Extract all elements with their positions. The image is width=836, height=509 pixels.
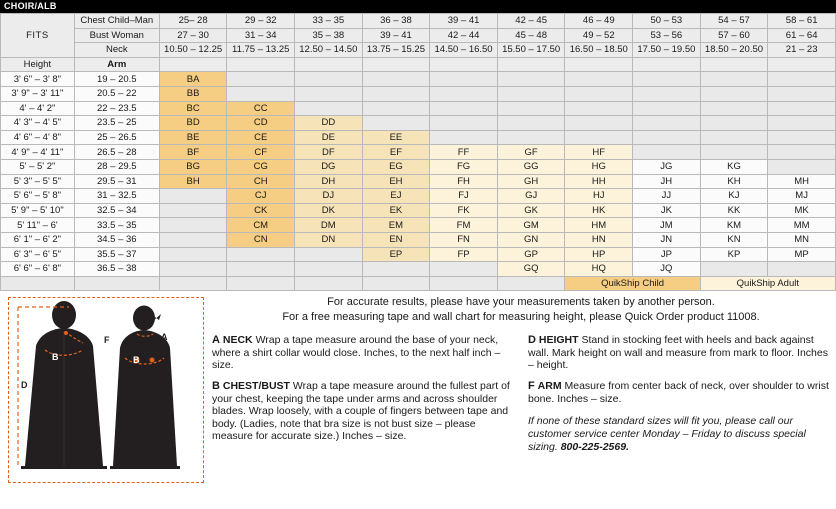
size-row — [1, 116, 836, 131]
size-code[interactable]: CD — [227, 116, 295, 131]
size-code[interactable]: FF — [430, 145, 498, 160]
measure-value: 42 – 45 — [497, 14, 565, 29]
size-code[interactable] — [295, 72, 363, 87]
special-sizing-text: If none of these standard sizes will fit you, please call our customer service center Monday – Friday to discuss special sizing. — [528, 415, 806, 454]
size-code[interactable] — [768, 86, 836, 101]
definition-text: Wrap a tape measure around the base of your neck, where a shirt collar would close. Inches, to the next half inch – size. — [212, 334, 501, 372]
size-code[interactable] — [633, 86, 701, 101]
size-code[interactable]: EF — [362, 145, 430, 160]
size-code[interactable] — [159, 218, 227, 233]
size-row — [1, 262, 836, 277]
size-code[interactable] — [700, 145, 768, 160]
quikship-adult-label: QuikShip Adult — [700, 276, 835, 291]
size-code[interactable]: GH — [497, 174, 565, 189]
size-code[interactable]: GG — [497, 159, 565, 174]
measure-value: 21 – 23 — [768, 43, 836, 58]
measure-value: 53 – 56 — [633, 28, 701, 43]
size-row — [1, 72, 836, 87]
size-code[interactable] — [633, 101, 701, 116]
size-code[interactable] — [565, 72, 633, 87]
size-code[interactable]: FG — [430, 159, 498, 174]
quikship-spacer — [159, 276, 227, 291]
size-code[interactable]: FK — [430, 203, 498, 218]
size-code[interactable]: MM — [768, 218, 836, 233]
definition-text: Measure from center back of neck, over shoulder to wrist bone. Inches – size. — [528, 380, 829, 405]
size-code[interactable]: FH — [430, 174, 498, 189]
intro-line-2: For a free measuring tape and wall chart for measuring height, please Quick Order product 11008. — [282, 311, 760, 324]
size-code[interactable] — [700, 86, 768, 101]
figure-label-f: F — [104, 335, 110, 346]
measure-value: 39 – 41 — [430, 14, 498, 29]
size-code[interactable]: HF — [565, 145, 633, 160]
quikship-row — [1, 276, 836, 291]
size-code[interactable]: EJ — [362, 189, 430, 204]
size-code[interactable]: BB — [159, 86, 227, 101]
height-range: 3' 9" – 3' 11" — [1, 86, 75, 101]
size-table — [0, 13, 836, 291]
size-code[interactable]: MH — [768, 174, 836, 189]
size-code[interactable] — [362, 116, 430, 131]
size-code[interactable]: KG — [700, 159, 768, 174]
height-range: 6' 3" – 6' 5" — [1, 247, 75, 262]
measure-value: 35 – 38 — [295, 28, 363, 43]
size-code[interactable]: JK — [633, 203, 701, 218]
measure-value: 29 – 32 — [227, 14, 295, 29]
header-spacer — [227, 57, 295, 72]
size-row — [1, 159, 836, 174]
size-code[interactable] — [295, 247, 363, 262]
quikship-spacer — [497, 276, 565, 291]
size-code[interactable] — [362, 262, 430, 277]
definition-text: Wrap a tape measure around the fullest part of your chest, keeping the tape under arms and across shoulder blades. Wrap loosely, with a couple of fingers between tape and body. (Ladies, note that bra size is not bust size – please measure for accurate size.) Inches – size. — [212, 380, 510, 443]
quikship-spacer — [1, 276, 75, 291]
size-code[interactable]: FM — [430, 218, 498, 233]
size-code[interactable]: GJ — [497, 189, 565, 204]
figure-label-b-male: B — [52, 352, 59, 363]
height-range: 4' – 4' 2" — [1, 101, 75, 116]
size-code[interactable]: KN — [700, 232, 768, 247]
size-code[interactable]: HG — [565, 159, 633, 174]
figure-diagram — [8, 297, 204, 483]
size-code[interactable]: BF — [159, 145, 227, 160]
size-code[interactable]: BD — [159, 116, 227, 131]
size-code[interactable]: JM — [633, 218, 701, 233]
measure-row-label: Neck — [74, 43, 159, 58]
size-code[interactable] — [768, 159, 836, 174]
size-code[interactable] — [768, 116, 836, 131]
size-code[interactable] — [497, 116, 565, 131]
figure-label-d: D — [21, 380, 28, 391]
size-code[interactable]: HN — [565, 232, 633, 247]
size-code[interactable]: CE — [227, 130, 295, 145]
size-row — [1, 86, 836, 101]
size-code[interactable] — [633, 130, 701, 145]
intro-text — [212, 295, 830, 325]
size-code[interactable] — [295, 86, 363, 101]
size-code[interactable]: BG — [159, 159, 227, 174]
size-code[interactable] — [227, 262, 295, 277]
size-code[interactable]: HM — [565, 218, 633, 233]
height-range: 4' 9" – 4' 11" — [1, 145, 75, 160]
arm-range: 32.5 – 34 — [74, 203, 159, 218]
arm-header: Arm — [74, 57, 159, 72]
size-code[interactable]: CF — [227, 145, 295, 160]
measure-value: 27 – 30 — [159, 28, 227, 43]
size-code[interactable]: JN — [633, 232, 701, 247]
size-code[interactable] — [768, 72, 836, 87]
table-header-row — [1, 57, 836, 72]
measure-value: 12.50 – 14.50 — [295, 43, 363, 58]
size-code[interactable] — [700, 116, 768, 131]
size-code[interactable]: GK — [497, 203, 565, 218]
size-code[interactable]: EM — [362, 218, 430, 233]
size-code[interactable]: DJ — [295, 189, 363, 204]
size-code[interactable] — [227, 86, 295, 101]
arm-range: 22 – 23.5 — [74, 101, 159, 116]
arm-range: 19 – 20.5 — [74, 72, 159, 87]
size-code[interactable]: EP — [362, 247, 430, 262]
arm-range: 28 – 29.5 — [74, 159, 159, 174]
size-row — [1, 130, 836, 145]
arm-range: 29.5 – 31 — [74, 174, 159, 189]
size-code[interactable]: KM — [700, 218, 768, 233]
size-code[interactable]: MN — [768, 232, 836, 247]
size-code[interactable]: JH — [633, 174, 701, 189]
size-code[interactable] — [430, 72, 498, 87]
size-code[interactable] — [430, 101, 498, 116]
measure-row-label: Bust Woman — [74, 28, 159, 43]
definition-term: NECK — [222, 334, 253, 347]
size-code[interactable]: CC — [227, 101, 295, 116]
size-code[interactable] — [159, 247, 227, 262]
size-code[interactable]: FP — [430, 247, 498, 262]
size-code[interactable] — [768, 101, 836, 116]
size-code[interactable] — [633, 145, 701, 160]
size-code[interactable]: DH — [295, 174, 363, 189]
size-code[interactable]: DN — [295, 232, 363, 247]
height-range: 4' 3" – 4' 5" — [1, 116, 75, 131]
fits-label: FITS — [1, 14, 75, 58]
measure-value: 50 – 53 — [633, 14, 701, 29]
arm-range: 35.5 – 37 — [74, 247, 159, 262]
arm-range: 25 – 26.5 — [74, 130, 159, 145]
definition-term: ARM — [537, 380, 562, 393]
measure-value: 31 – 34 — [227, 28, 295, 43]
definition-chest-bust — [212, 380, 514, 443]
size-code[interactable]: JP — [633, 247, 701, 262]
special-sizing-note — [528, 415, 830, 454]
measure-value: 17.50 – 19.50 — [633, 43, 701, 58]
size-code[interactable]: EN — [362, 232, 430, 247]
header-spacer — [700, 57, 768, 72]
size-code[interactable] — [700, 72, 768, 87]
measure-value: 16.50 – 18.50 — [565, 43, 633, 58]
size-code[interactable]: EK — [362, 203, 430, 218]
arm-range: 23.5 – 25 — [74, 116, 159, 131]
size-code[interactable] — [362, 86, 430, 101]
definition-key: F — [528, 380, 535, 393]
size-row — [1, 247, 836, 262]
header-spacer — [633, 57, 701, 72]
height-header: Height — [1, 57, 75, 72]
size-code[interactable]: KK — [700, 203, 768, 218]
measure-value: 45 – 48 — [497, 28, 565, 43]
size-code[interactable]: DE — [295, 130, 363, 145]
size-code[interactable] — [430, 130, 498, 145]
measure-value: 33 – 35 — [295, 14, 363, 29]
measure-value: 46 – 49 — [565, 14, 633, 29]
measure-row — [1, 43, 836, 58]
size-code[interactable]: MJ — [768, 189, 836, 204]
size-code[interactable] — [565, 86, 633, 101]
definition-term: HEIGHT — [538, 334, 579, 347]
height-range: 5' 11" – 6' — [1, 218, 75, 233]
size-code[interactable]: KH — [700, 174, 768, 189]
info-panel — [0, 291, 836, 454]
arm-range: 26.5 – 28 — [74, 145, 159, 160]
header-spacer — [159, 57, 227, 72]
quikship-spacer — [295, 276, 363, 291]
figure-label-b-female: B — [133, 355, 140, 366]
size-row — [1, 232, 836, 247]
size-code[interactable]: HK — [565, 203, 633, 218]
height-range: 5' 6" – 5' 8" — [1, 189, 75, 204]
measure-value: 42 – 44 — [430, 28, 498, 43]
size-code[interactable]: CM — [227, 218, 295, 233]
size-code[interactable] — [295, 262, 363, 277]
size-code[interactable] — [295, 101, 363, 116]
size-row — [1, 218, 836, 233]
size-code[interactable] — [497, 86, 565, 101]
measure-row-label: Chest Child–Man — [74, 14, 159, 29]
size-row — [1, 174, 836, 189]
size-code[interactable] — [565, 130, 633, 145]
size-code[interactable]: KP — [700, 247, 768, 262]
size-code[interactable]: HQ — [565, 262, 633, 277]
measure-value: 10.50 – 12.25 — [159, 43, 227, 58]
size-code[interactable] — [159, 189, 227, 204]
size-code[interactable]: DG — [295, 159, 363, 174]
size-code[interactable]: BH — [159, 174, 227, 189]
size-code[interactable]: CK — [227, 203, 295, 218]
header-spacer — [768, 57, 836, 72]
size-code[interactable] — [362, 72, 430, 87]
height-range: 6' 6" – 6' 8" — [1, 262, 75, 277]
size-code[interactable] — [497, 101, 565, 116]
size-code[interactable] — [227, 72, 295, 87]
size-code[interactable] — [768, 130, 836, 145]
size-code[interactable] — [768, 145, 836, 160]
measure-value: 61 – 64 — [768, 28, 836, 43]
header-spacer — [362, 57, 430, 72]
height-range: 5' 3" – 5' 5" — [1, 174, 75, 189]
size-row — [1, 101, 836, 116]
measure-row — [1, 14, 836, 29]
size-code[interactable] — [565, 101, 633, 116]
size-code[interactable]: BE — [159, 130, 227, 145]
size-code[interactable]: HH — [565, 174, 633, 189]
quikship-spacer — [430, 276, 498, 291]
size-code[interactable]: CJ — [227, 189, 295, 204]
definition-key: B — [212, 380, 220, 393]
header-spacer — [295, 57, 363, 72]
measure-value: 25– 28 — [159, 14, 227, 29]
size-code[interactable]: JJ — [633, 189, 701, 204]
male-figure — [21, 301, 107, 469]
definition-neck — [212, 334, 514, 372]
arm-range: 34.5 – 36 — [74, 232, 159, 247]
figures-svg — [9, 298, 202, 481]
measure-value: 39 – 41 — [362, 28, 430, 43]
quikship-spacer — [362, 276, 430, 291]
height-range: 5' – 5' 2" — [1, 159, 75, 174]
height-range: 5' 9" – 5' 10" — [1, 203, 75, 218]
definition-key: A — [212, 334, 220, 347]
height-range: 4' 6" – 4' 8" — [1, 130, 75, 145]
size-code[interactable] — [497, 72, 565, 87]
measure-value: 49 – 52 — [565, 28, 633, 43]
measure-value: 11.75 – 13.25 — [227, 43, 295, 58]
definition-text: Stand in stocking feet with heels and back against wall. Mark height on wall and measure from mark to floor. Inches – height. — [528, 334, 828, 372]
figure-label-a: A — [161, 332, 168, 343]
size-row — [1, 203, 836, 218]
size-code[interactable] — [159, 262, 227, 277]
size-code[interactable]: GQ — [497, 262, 565, 277]
size-code[interactable] — [768, 262, 836, 277]
size-code[interactable] — [633, 72, 701, 87]
size-code[interactable] — [159, 232, 227, 247]
definition-column-right — [528, 334, 830, 454]
size-code[interactable]: GF — [497, 145, 565, 160]
measure-value: 57 – 60 — [700, 28, 768, 43]
size-code[interactable]: HJ — [565, 189, 633, 204]
size-code[interactable]: MK — [768, 203, 836, 218]
size-code[interactable] — [497, 130, 565, 145]
size-code[interactable] — [700, 130, 768, 145]
customer-service-phone[interactable]: 800-225-2569. — [560, 441, 629, 454]
size-code[interactable] — [227, 247, 295, 262]
definition-term: CHEST/BUST — [222, 380, 290, 393]
size-code[interactable]: KJ — [700, 189, 768, 204]
measure-row — [1, 28, 836, 43]
size-code[interactable]: FJ — [430, 189, 498, 204]
quikship-spacer — [227, 276, 295, 291]
size-code[interactable]: DD — [295, 116, 363, 131]
size-row — [1, 189, 836, 204]
size-code[interactable]: DK — [295, 203, 363, 218]
size-code[interactable]: GP — [497, 247, 565, 262]
measure-value: 18.50 – 20.50 — [700, 43, 768, 58]
arm-range: 31 – 32.5 — [74, 189, 159, 204]
definition-key: D — [528, 334, 536, 347]
quikship-child-label: QuikShip Child — [565, 276, 700, 291]
size-code[interactable]: BC — [159, 101, 227, 116]
size-code[interactable] — [700, 101, 768, 116]
quikship-spacer — [74, 276, 159, 291]
size-code[interactable]: HP — [565, 247, 633, 262]
arm-range: 20.5 – 22 — [74, 86, 159, 101]
measure-value: 58 – 61 — [768, 14, 836, 29]
size-code[interactable]: EH — [362, 174, 430, 189]
measure-value: 13.75 – 15.25 — [362, 43, 430, 58]
size-code[interactable]: GN — [497, 232, 565, 247]
intro-line-1: For accurate results, please have your measurements taken by another person. — [327, 296, 715, 309]
height-range: 3' 6" – 3' 8" — [1, 72, 75, 87]
size-code[interactable]: BA — [159, 72, 227, 87]
size-code[interactable] — [565, 116, 633, 131]
measure-value: 14.50 – 16.50 — [430, 43, 498, 58]
header-spacer — [565, 57, 633, 72]
size-code[interactable] — [430, 116, 498, 131]
measure-value: 15.50 – 17.50 — [497, 43, 565, 58]
definition-height — [528, 334, 830, 372]
size-code[interactable]: JQ — [633, 262, 701, 277]
size-code[interactable]: MP — [768, 247, 836, 262]
size-code[interactable]: JG — [633, 159, 701, 174]
arm-range: 33.5 – 35 — [74, 218, 159, 233]
header-spacer — [497, 57, 565, 72]
measure-value: 54 – 57 — [700, 14, 768, 29]
arm-range: 36.5 – 38 — [74, 262, 159, 277]
size-code[interactable]: EE — [362, 130, 430, 145]
size-code[interactable] — [430, 86, 498, 101]
height-range: 6' 1" – 6' 2" — [1, 232, 75, 247]
page-title: CHOIR/ALB — [0, 0, 836, 13]
size-code[interactable] — [700, 262, 768, 277]
female-figure — [110, 306, 180, 470]
size-code[interactable]: CN — [227, 232, 295, 247]
size-code[interactable] — [633, 116, 701, 131]
measure-value: 36 – 38 — [362, 14, 430, 29]
header-spacer — [430, 57, 498, 72]
size-code[interactable]: DM — [295, 218, 363, 233]
size-code[interactable] — [430, 262, 498, 277]
definition-arm — [528, 380, 830, 405]
size-code[interactable]: FN — [430, 232, 498, 247]
size-code[interactable]: CG — [227, 159, 295, 174]
size-row — [1, 145, 836, 160]
size-code[interactable] — [362, 101, 430, 116]
size-code[interactable]: GM — [497, 218, 565, 233]
definition-column-left — [212, 334, 514, 454]
size-code[interactable]: EG — [362, 159, 430, 174]
size-code[interactable]: CH — [227, 174, 295, 189]
size-code[interactable] — [159, 203, 227, 218]
instructions — [212, 295, 836, 454]
size-code[interactable]: DF — [295, 145, 363, 160]
